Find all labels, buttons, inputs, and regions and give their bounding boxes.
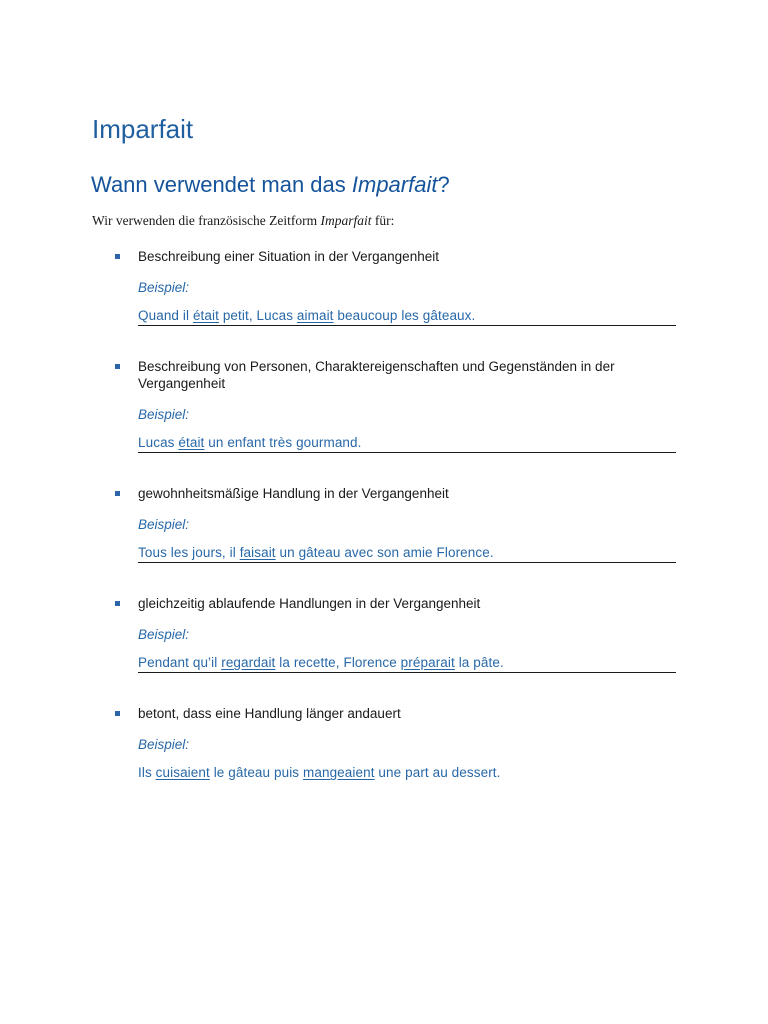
sentence-fragment: Ils (138, 765, 156, 780)
usage-item (110, 705, 676, 782)
usage-item (110, 595, 676, 673)
square-bullet-icon (115, 711, 120, 716)
sentence-fragment: un enfant très gourmand. (204, 435, 362, 450)
usage-description: betont, dass eine Handlung länger andauert (138, 706, 401, 721)
square-bullet-icon (115, 254, 120, 259)
example-sentence (138, 434, 676, 453)
square-bullet-icon (115, 601, 120, 606)
square-bullet-icon (115, 364, 120, 369)
section-heading-prefix: Wann verwendet man das (91, 172, 352, 197)
usage-item (110, 358, 676, 453)
usage-description: Beschreibung von Personen, Charaktereigenschaften und Gegenständen in der Vergangenheit (138, 359, 615, 391)
sentence-fragment: Quand il (138, 308, 193, 323)
sentence-fragment: Lucas (138, 435, 179, 450)
example-label: Beispiel: (138, 517, 190, 532)
imparfait-verb: faisait (239, 545, 276, 560)
intro-prefix: Wir verwenden die französische Zeitform (92, 213, 321, 228)
usage-item (110, 485, 676, 563)
sentence-fragment: un gâteau avec son amie Florence. (275, 545, 494, 560)
intro-paragraph (92, 212, 394, 230)
intro-suffix: für: (371, 213, 395, 228)
example-label: Beispiel: (138, 407, 190, 422)
imparfait-verb: mangeaient (303, 765, 375, 780)
imparfait-verb: regardait (221, 655, 276, 670)
sentence-fragment: le gâteau puis (209, 765, 304, 780)
page-title: Imparfait (92, 114, 194, 144)
sentence-fragment: la recette, Florence (275, 655, 401, 670)
example-sentence (138, 544, 676, 563)
example-sentence (138, 654, 676, 673)
sentence-fragment: la pâte. (454, 655, 504, 670)
example-label: Beispiel: (138, 280, 190, 295)
imparfait-verb: était (192, 308, 219, 323)
usage-description: gewohnheitsmäßige Handlung in der Vergangenheit (138, 486, 449, 501)
imparfait-verb: était (178, 435, 205, 450)
usage-description: Beschreibung einer Situation in der Vergangenheit (138, 249, 439, 264)
sentence-fragment: beaucoup les gâteaux. (333, 308, 476, 323)
imparfait-verb: préparait (400, 655, 455, 670)
section-heading (91, 171, 450, 199)
example-sentence (138, 764, 676, 782)
example-sentence (138, 307, 676, 326)
section-heading-term: Imparfait (351, 172, 438, 197)
sentence-fragment: Pendant qu’il (138, 655, 222, 670)
imparfait-verb: aimait (296, 308, 334, 323)
intro-term: Imparfait (320, 213, 372, 228)
usage-item (110, 248, 676, 326)
example-label: Beispiel: (138, 627, 190, 642)
usage-description: gleichzeitig ablaufende Handlungen in der Vergangenheit (138, 596, 481, 611)
sentence-fragment: Tous les jours, il (138, 545, 240, 560)
imparfait-verb: cuisaient (155, 765, 210, 780)
sentence-fragment: petit, Lucas (218, 308, 297, 323)
sentence-fragment: une part au dessert. (374, 765, 501, 780)
section-heading-suffix: ? (437, 172, 450, 197)
example-label: Beispiel: (138, 737, 190, 752)
square-bullet-icon (115, 491, 120, 496)
